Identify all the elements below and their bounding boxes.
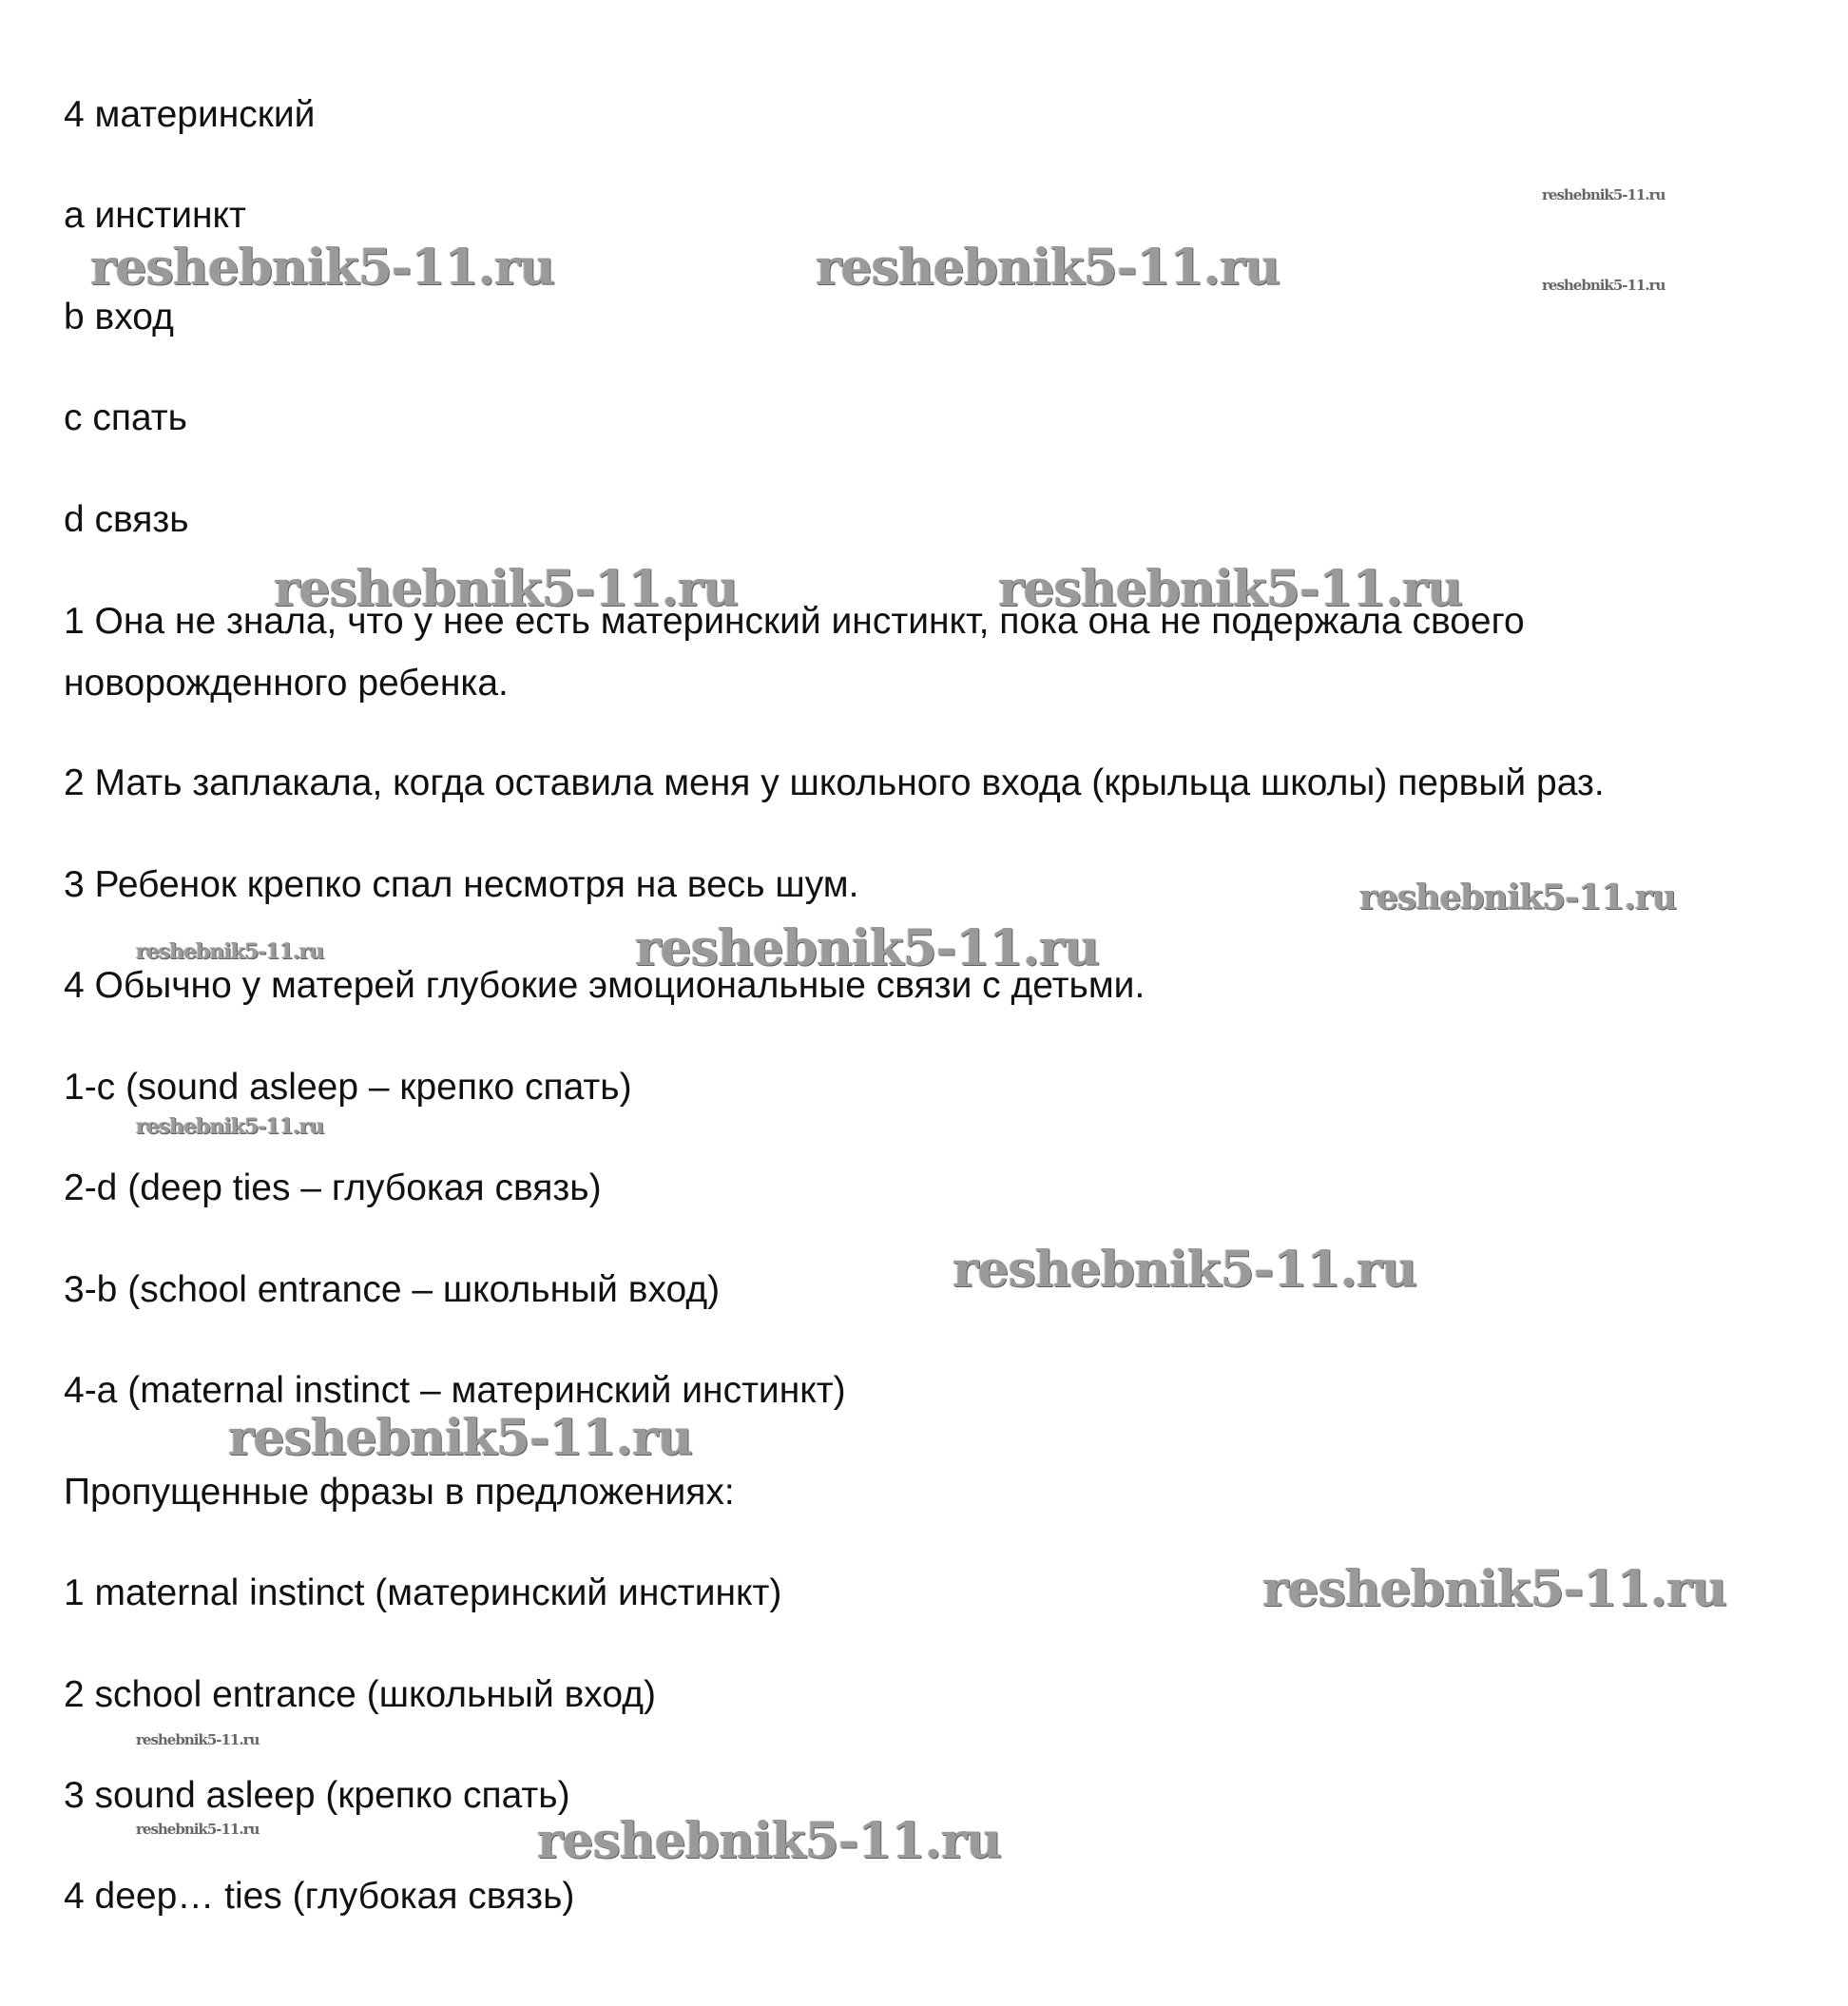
watermark: reshebnik5-11.ru [1262,1560,1727,1618]
text-line: 3-b (school entrance – школьный вход) [64,1269,721,1310]
text-line: b вход [64,297,174,338]
text-line: 4 Обычно у матерей глубокие эмоциональные связи с детьми. [64,965,1145,1006]
watermark: reshebnik5-11.ru [1542,186,1665,203]
text-line: 1-c (sound asleep – крепко спать) [64,1067,632,1108]
watermark: reshebnik5-11.ru [136,1821,260,1838]
text-line: 2 Мать заплакала, когда оставила меня у школьного входа (крыльца школы) первый раз. [64,762,1605,803]
text-paragraph: 1 Она не знала, что у нее есть материнский инстинкт, пока она не подержала своего новорожденного ребенка. [64,601,1525,704]
text-line: 4 deep… ties (глубокая связь) [64,1876,575,1917]
watermark: reshebnik5-11.ru [816,239,1280,297]
watermark: reshebnik5-11.ru [1542,277,1665,294]
text-line: 3 sound asleep (крепко спать) [64,1775,570,1816]
text-line: 3 Ребенок крепко спал несмотря на весь шум. [64,864,859,905]
text-line: d связь [64,499,189,540]
text-line: 2-d (deep ties – глубокая связь) [64,1167,602,1208]
watermark: reshebnik5-11.ru [228,1409,693,1467]
watermark: reshebnik5-11.ru [635,919,1100,977]
text-line: Пропущенные фразы в предложениях: [64,1472,735,1513]
watermark: reshebnik5-11.ru [136,1731,260,1748]
text-line: a инстинкт [64,195,246,236]
watermark: reshebnik5-11.ru [90,239,555,297]
text-line: 2 school entrance (школьный вход) [64,1674,656,1715]
watermark: reshebnik5-11.ru [1359,878,1676,917]
watermark: reshebnik5-11.ru [136,939,324,964]
text-line: 4 материнский [64,94,316,135]
text-line: c спать [64,397,187,438]
text-line: 1 maternal instinct (материнский инстинкт) [64,1572,782,1613]
watermark: reshebnik5-11.ru [537,1812,1002,1870]
watermark: reshebnik5-11.ru [274,560,739,618]
watermark: reshebnik5-11.ru [953,1241,1417,1299]
text-line: 4-a (maternal instinct – материнский инстинкт) [64,1370,846,1411]
watermark: reshebnik5-11.ru [136,1114,324,1139]
watermark: reshebnik5-11.ru [998,560,1463,618]
